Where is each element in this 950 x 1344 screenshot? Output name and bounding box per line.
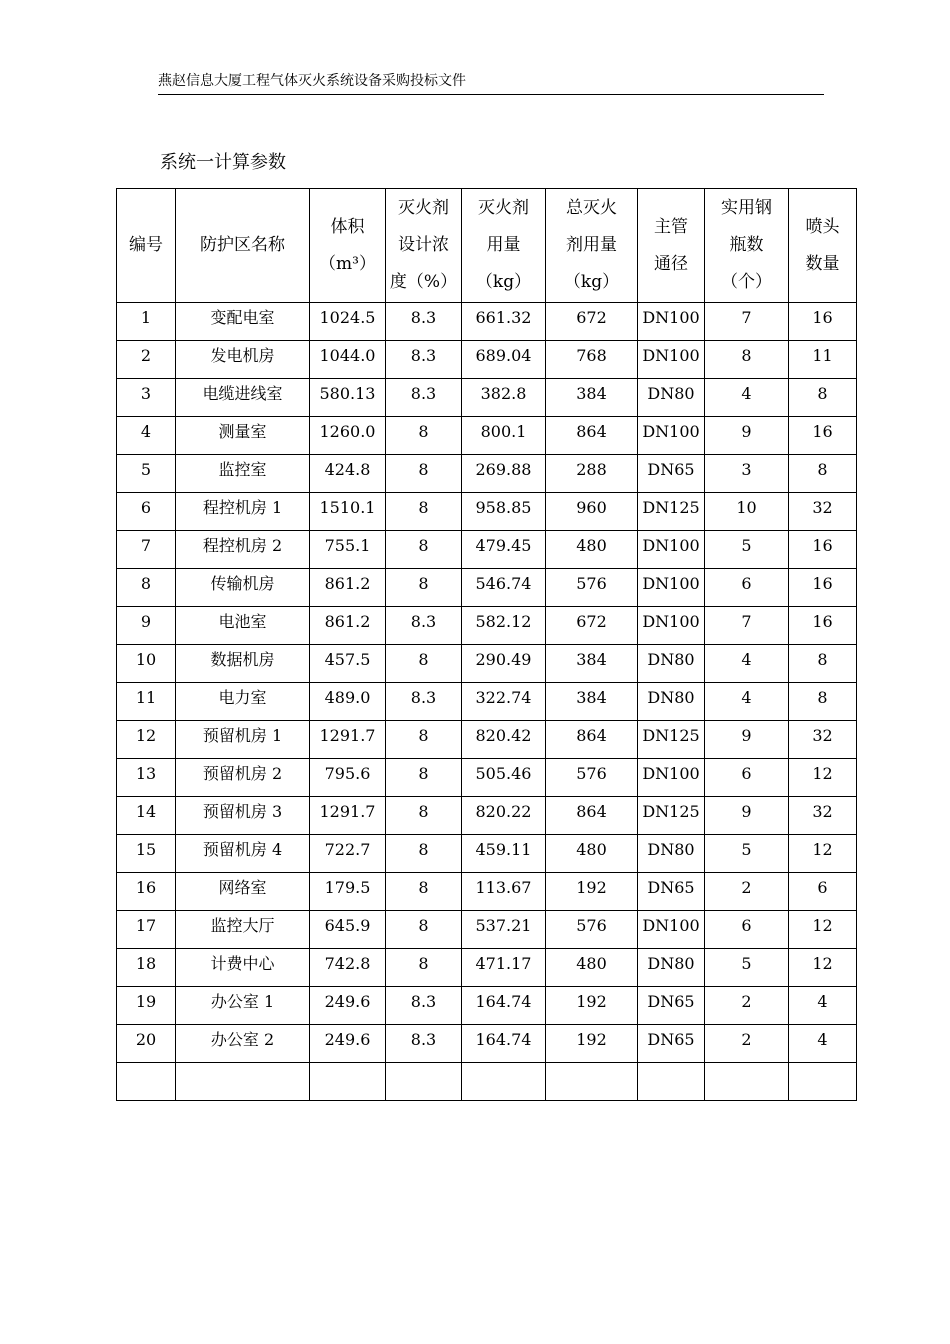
column-header-line: 数量: [805, 253, 840, 274]
cell-design-concentration: 8.3: [386, 607, 462, 645]
cell-zone-name: 程控机房 2: [176, 531, 310, 569]
cell-agent-amount: 582.12: [462, 607, 546, 645]
cell-volume: 861.2: [310, 607, 386, 645]
cell-cylinder-count: 7: [705, 303, 789, 341]
cell-zone-name: 计费中心: [176, 949, 310, 987]
cell-total-agent: 864: [546, 721, 638, 759]
cell-design-concentration: 8: [386, 493, 462, 531]
table-row: [117, 455, 857, 493]
cell-nozzle-count: 8: [789, 455, 857, 493]
cell-agent-amount: 113.67: [462, 873, 546, 911]
cell-design-concentration: 8: [386, 645, 462, 683]
cell-volume: 249.6: [310, 987, 386, 1025]
column-header-main-pipe-diameter: [638, 189, 705, 303]
cell-volume: 795.6: [310, 759, 386, 797]
cell-id: 3: [117, 379, 176, 417]
column-header-line: 灭火剂: [398, 198, 449, 218]
cell-nozzle-count: 12: [789, 759, 857, 797]
cell-nozzle-count: 12: [789, 835, 857, 873]
cell-nozzle-count: 32: [789, 721, 857, 759]
column-header-line: （m³）: [319, 253, 376, 274]
cell-id: 13: [117, 759, 176, 797]
cell-id: 2: [117, 341, 176, 379]
cell-main-pipe-diameter: [638, 1063, 705, 1101]
cell-cylinder-count: 8: [705, 341, 789, 379]
cell-id: 15: [117, 835, 176, 873]
page-header: [158, 70, 824, 95]
cell-main-pipe-diameter: DN100: [638, 303, 705, 341]
cell-total-agent: 384: [546, 645, 638, 683]
cell-volume: 1291.7: [310, 797, 386, 835]
cell-main-pipe-diameter: DN80: [638, 683, 705, 721]
cell-agent-amount: 322.74: [462, 683, 546, 721]
column-header-id: [117, 189, 176, 303]
table-row: [117, 607, 857, 645]
cell-design-concentration: 8.3: [386, 683, 462, 721]
cell-main-pipe-diameter: DN100: [638, 531, 705, 569]
cell-main-pipe-diameter: DN65: [638, 873, 705, 911]
table-row: [117, 797, 857, 835]
cell-id: 11: [117, 683, 176, 721]
table-row: [117, 341, 857, 379]
cell-design-concentration: 8.3: [386, 303, 462, 341]
cell-agent-amount: [462, 1063, 546, 1101]
table-row: [117, 569, 857, 607]
cell-zone-name: 测量室: [176, 417, 310, 455]
cell-id: 17: [117, 911, 176, 949]
cell-volume: 755.1: [310, 531, 386, 569]
cell-total-agent: 192: [546, 987, 638, 1025]
table-row: [117, 873, 857, 911]
column-header-line: 通径: [654, 253, 688, 274]
cell-main-pipe-diameter: DN80: [638, 949, 705, 987]
cell-nozzle-count: 8: [789, 645, 857, 683]
table-row: [117, 531, 857, 569]
cell-total-agent: 288: [546, 455, 638, 493]
cell-volume: 424.8: [310, 455, 386, 493]
cell-main-pipe-diameter: DN80: [638, 835, 705, 873]
table-row: [117, 417, 857, 455]
cell-agent-amount: 537.21: [462, 911, 546, 949]
cell-nozzle-count: 6: [789, 873, 857, 911]
cell-cylinder-count: 2: [705, 987, 789, 1025]
cell-total-agent: 672: [546, 607, 638, 645]
cell-design-concentration: 8: [386, 569, 462, 607]
column-header-line: （kg）: [475, 272, 532, 292]
cell-volume: 1510.1: [310, 493, 386, 531]
table-row: [117, 721, 857, 759]
cell-id: 4: [117, 417, 176, 455]
table-row: [117, 911, 857, 949]
column-header-line: 实用钢: [721, 198, 772, 218]
cell-id: 8: [117, 569, 176, 607]
document-title: 燕赵信息大厦工程气体灭火系统设备采购投标文件: [158, 73, 466, 89]
cell-main-pipe-diameter: DN80: [638, 379, 705, 417]
cell-id: 1: [117, 303, 176, 341]
cell-cylinder-count: 4: [705, 379, 789, 417]
cell-zone-name: 数据机房: [176, 645, 310, 683]
cell-id: 6: [117, 493, 176, 531]
cell-total-agent: 960: [546, 493, 638, 531]
cell-agent-amount: 505.46: [462, 759, 546, 797]
cell-total-agent: 576: [546, 759, 638, 797]
cell-zone-name: 网络室: [176, 873, 310, 911]
cell-nozzle-count: 4: [789, 1025, 857, 1063]
cell-main-pipe-diameter: DN80: [638, 645, 705, 683]
cell-volume: 861.2: [310, 569, 386, 607]
cell-volume: 722.7: [310, 835, 386, 873]
cell-volume: 580.13: [310, 379, 386, 417]
column-header-nozzle-count: [789, 189, 857, 303]
cell-zone-name: 程控机房 1: [176, 493, 310, 531]
cell-main-pipe-diameter: DN100: [638, 569, 705, 607]
cell-id: 9: [117, 607, 176, 645]
cell-cylinder-count: 2: [705, 1025, 789, 1063]
cell-main-pipe-diameter: DN125: [638, 797, 705, 835]
cell-zone-name: 变配电室: [176, 303, 310, 341]
cell-total-agent: [546, 1063, 638, 1101]
cell-zone-name: 发电机房: [176, 341, 310, 379]
cell-zone-name: 传输机房: [176, 569, 310, 607]
cell-agent-amount: 479.45: [462, 531, 546, 569]
cell-agent-amount: 459.11: [462, 835, 546, 873]
cell-id: [117, 1063, 176, 1101]
cell-cylinder-count: 7: [705, 607, 789, 645]
cell-main-pipe-diameter: DN100: [638, 417, 705, 455]
column-header-line: 体积: [330, 216, 365, 237]
column-header-line: （个）: [721, 272, 772, 292]
column-header-line: 防护区名称: [200, 235, 285, 255]
cell-id: 12: [117, 721, 176, 759]
cell-total-agent: 192: [546, 873, 638, 911]
cell-volume: 742.8: [310, 949, 386, 987]
cell-cylinder-count: 5: [705, 949, 789, 987]
cell-volume: 249.6: [310, 1025, 386, 1063]
cell-volume: 489.0: [310, 683, 386, 721]
cell-design-concentration: 8: [386, 759, 462, 797]
column-header-zone-name: [176, 189, 310, 303]
cell-cylinder-count: 6: [705, 911, 789, 949]
cell-nozzle-count: 4: [789, 987, 857, 1025]
cell-total-agent: 384: [546, 683, 638, 721]
cell-main-pipe-diameter: DN100: [638, 911, 705, 949]
cell-main-pipe-diameter: DN125: [638, 721, 705, 759]
cell-main-pipe-diameter: DN125: [638, 493, 705, 531]
cell-cylinder-count: 6: [705, 759, 789, 797]
cell-main-pipe-diameter: DN100: [638, 607, 705, 645]
cell-cylinder-count: 9: [705, 417, 789, 455]
cell-id: 19: [117, 987, 176, 1025]
cell-agent-amount: 382.8: [462, 379, 546, 417]
cell-nozzle-count: 8: [789, 683, 857, 721]
table-row: [117, 1063, 857, 1101]
cell-main-pipe-diameter: DN100: [638, 759, 705, 797]
cell-design-concentration: 8.3: [386, 379, 462, 417]
table-row: [117, 949, 857, 987]
cell-cylinder-count: 10: [705, 493, 789, 531]
cell-total-agent: 480: [546, 949, 638, 987]
column-header-line: 度（%）: [389, 272, 458, 292]
cell-agent-amount: 164.74: [462, 987, 546, 1025]
cell-total-agent: 192: [546, 1025, 638, 1063]
cell-design-concentration: 8: [386, 949, 462, 987]
cell-zone-name: 预留机房 2: [176, 759, 310, 797]
cell-volume: 1024.5: [310, 303, 386, 341]
table-row: [117, 303, 857, 341]
cell-volume: 1044.0: [310, 341, 386, 379]
cell-design-concentration: 8: [386, 417, 462, 455]
cell-total-agent: 864: [546, 417, 638, 455]
column-header-agent-amount: [462, 189, 546, 303]
cell-nozzle-count: 32: [789, 493, 857, 531]
cell-agent-amount: 164.74: [462, 1025, 546, 1063]
column-header-line: 剂用量: [566, 235, 617, 255]
cell-cylinder-count: 2: [705, 873, 789, 911]
table-row: [117, 493, 857, 531]
cell-id: 20: [117, 1025, 176, 1063]
table-body: [117, 303, 857, 1101]
cell-design-concentration: 8: [386, 531, 462, 569]
cell-zone-name: 办公室 2: [176, 1025, 310, 1063]
column-header-line: 设计浓: [398, 235, 449, 255]
cell-design-concentration: 8: [386, 911, 462, 949]
cell-cylinder-count: 4: [705, 645, 789, 683]
cell-nozzle-count: 16: [789, 417, 857, 455]
column-header-line: 灭火剂: [478, 198, 529, 218]
cell-zone-name: 电池室: [176, 607, 310, 645]
table-row: [117, 987, 857, 1025]
table-row: [117, 759, 857, 797]
cell-nozzle-count: 12: [789, 949, 857, 987]
cell-volume: 457.5: [310, 645, 386, 683]
cell-id: 18: [117, 949, 176, 987]
section-title: 系统一计算参数: [160, 152, 286, 173]
cell-total-agent: 864: [546, 797, 638, 835]
cell-nozzle-count: 16: [789, 531, 857, 569]
cell-volume: 179.5: [310, 873, 386, 911]
cell-main-pipe-diameter: DN100: [638, 341, 705, 379]
cell-total-agent: 576: [546, 569, 638, 607]
cell-agent-amount: 820.22: [462, 797, 546, 835]
cell-zone-name: 监控大厅: [176, 911, 310, 949]
cell-agent-amount: 661.32: [462, 303, 546, 341]
cell-cylinder-count: 6: [705, 569, 789, 607]
cell-main-pipe-diameter: DN65: [638, 455, 705, 493]
column-header-line: 喷头: [805, 216, 840, 237]
cell-design-concentration: 8: [386, 797, 462, 835]
cell-design-concentration: 8.3: [386, 341, 462, 379]
cell-cylinder-count: 9: [705, 797, 789, 835]
cell-cylinder-count: [705, 1063, 789, 1101]
cell-zone-name: 预留机房 1: [176, 721, 310, 759]
column-header-volume: [310, 189, 386, 303]
cell-nozzle-count: 16: [789, 303, 857, 341]
cell-design-concentration: 8: [386, 721, 462, 759]
cell-agent-amount: 958.85: [462, 493, 546, 531]
cell-volume: 645.9: [310, 911, 386, 949]
cell-zone-name: 电缆进线室: [176, 379, 310, 417]
cell-nozzle-count: 11: [789, 341, 857, 379]
cell-agent-amount: 290.49: [462, 645, 546, 683]
cell-nozzle-count: 32: [789, 797, 857, 835]
cell-total-agent: 480: [546, 531, 638, 569]
cell-id: 5: [117, 455, 176, 493]
cell-id: 16: [117, 873, 176, 911]
cell-total-agent: 768: [546, 341, 638, 379]
cell-zone-name: 监控室: [176, 455, 310, 493]
cell-nozzle-count: 16: [789, 607, 857, 645]
cell-agent-amount: 269.88: [462, 455, 546, 493]
cell-id: 10: [117, 645, 176, 683]
calculation-parameters-table: [116, 188, 857, 1101]
cell-zone-name: 预留机房 3: [176, 797, 310, 835]
column-header-line: 总灭火: [566, 198, 617, 218]
column-header-line: 主管: [654, 216, 688, 237]
cell-design-concentration: [386, 1063, 462, 1101]
cell-zone-name: [176, 1063, 310, 1101]
cell-cylinder-count: 9: [705, 721, 789, 759]
cell-volume: 1291.7: [310, 721, 386, 759]
table-row: [117, 683, 857, 721]
cell-total-agent: 480: [546, 835, 638, 873]
column-header-line: （kg）: [563, 272, 620, 292]
column-header-design-concentration: [386, 189, 462, 303]
cell-cylinder-count: 4: [705, 683, 789, 721]
cell-design-concentration: 8: [386, 455, 462, 493]
cell-zone-name: 办公室 1: [176, 987, 310, 1025]
cell-volume: [310, 1063, 386, 1101]
cell-design-concentration: 8: [386, 873, 462, 911]
cell-nozzle-count: [789, 1063, 857, 1101]
cell-design-concentration: 8: [386, 835, 462, 873]
cell-cylinder-count: 3: [705, 455, 789, 493]
cell-total-agent: 384: [546, 379, 638, 417]
cell-agent-amount: 471.17: [462, 949, 546, 987]
cell-agent-amount: 689.04: [462, 341, 546, 379]
table-header-row: [117, 189, 857, 303]
cell-design-concentration: 8.3: [386, 1025, 462, 1063]
table-row: [117, 835, 857, 873]
cell-total-agent: 672: [546, 303, 638, 341]
cell-nozzle-count: 12: [789, 911, 857, 949]
cell-agent-amount: 820.42: [462, 721, 546, 759]
cell-id: 14: [117, 797, 176, 835]
table-row: [117, 645, 857, 683]
column-header-cylinder-count: [705, 189, 789, 303]
cell-zone-name: 电力室: [176, 683, 310, 721]
cell-cylinder-count: 5: [705, 835, 789, 873]
cell-zone-name: 预留机房 4: [176, 835, 310, 873]
cell-volume: 1260.0: [310, 417, 386, 455]
cell-agent-amount: 546.74: [462, 569, 546, 607]
column-header-line: 编号: [129, 235, 163, 255]
cell-cylinder-count: 5: [705, 531, 789, 569]
cell-nozzle-count: 8: [789, 379, 857, 417]
cell-main-pipe-diameter: DN65: [638, 987, 705, 1025]
cell-main-pipe-diameter: DN65: [638, 1025, 705, 1063]
cell-id: 7: [117, 531, 176, 569]
column-header-total-agent: [546, 189, 638, 303]
column-header-line: 瓶数: [729, 235, 764, 255]
table-row: [117, 379, 857, 417]
cell-design-concentration: 8.3: [386, 987, 462, 1025]
table-row: [117, 1025, 857, 1063]
column-header-line: 用量: [486, 235, 521, 255]
cell-nozzle-count: 16: [789, 569, 857, 607]
cell-agent-amount: 800.1: [462, 417, 546, 455]
cell-total-agent: 576: [546, 911, 638, 949]
